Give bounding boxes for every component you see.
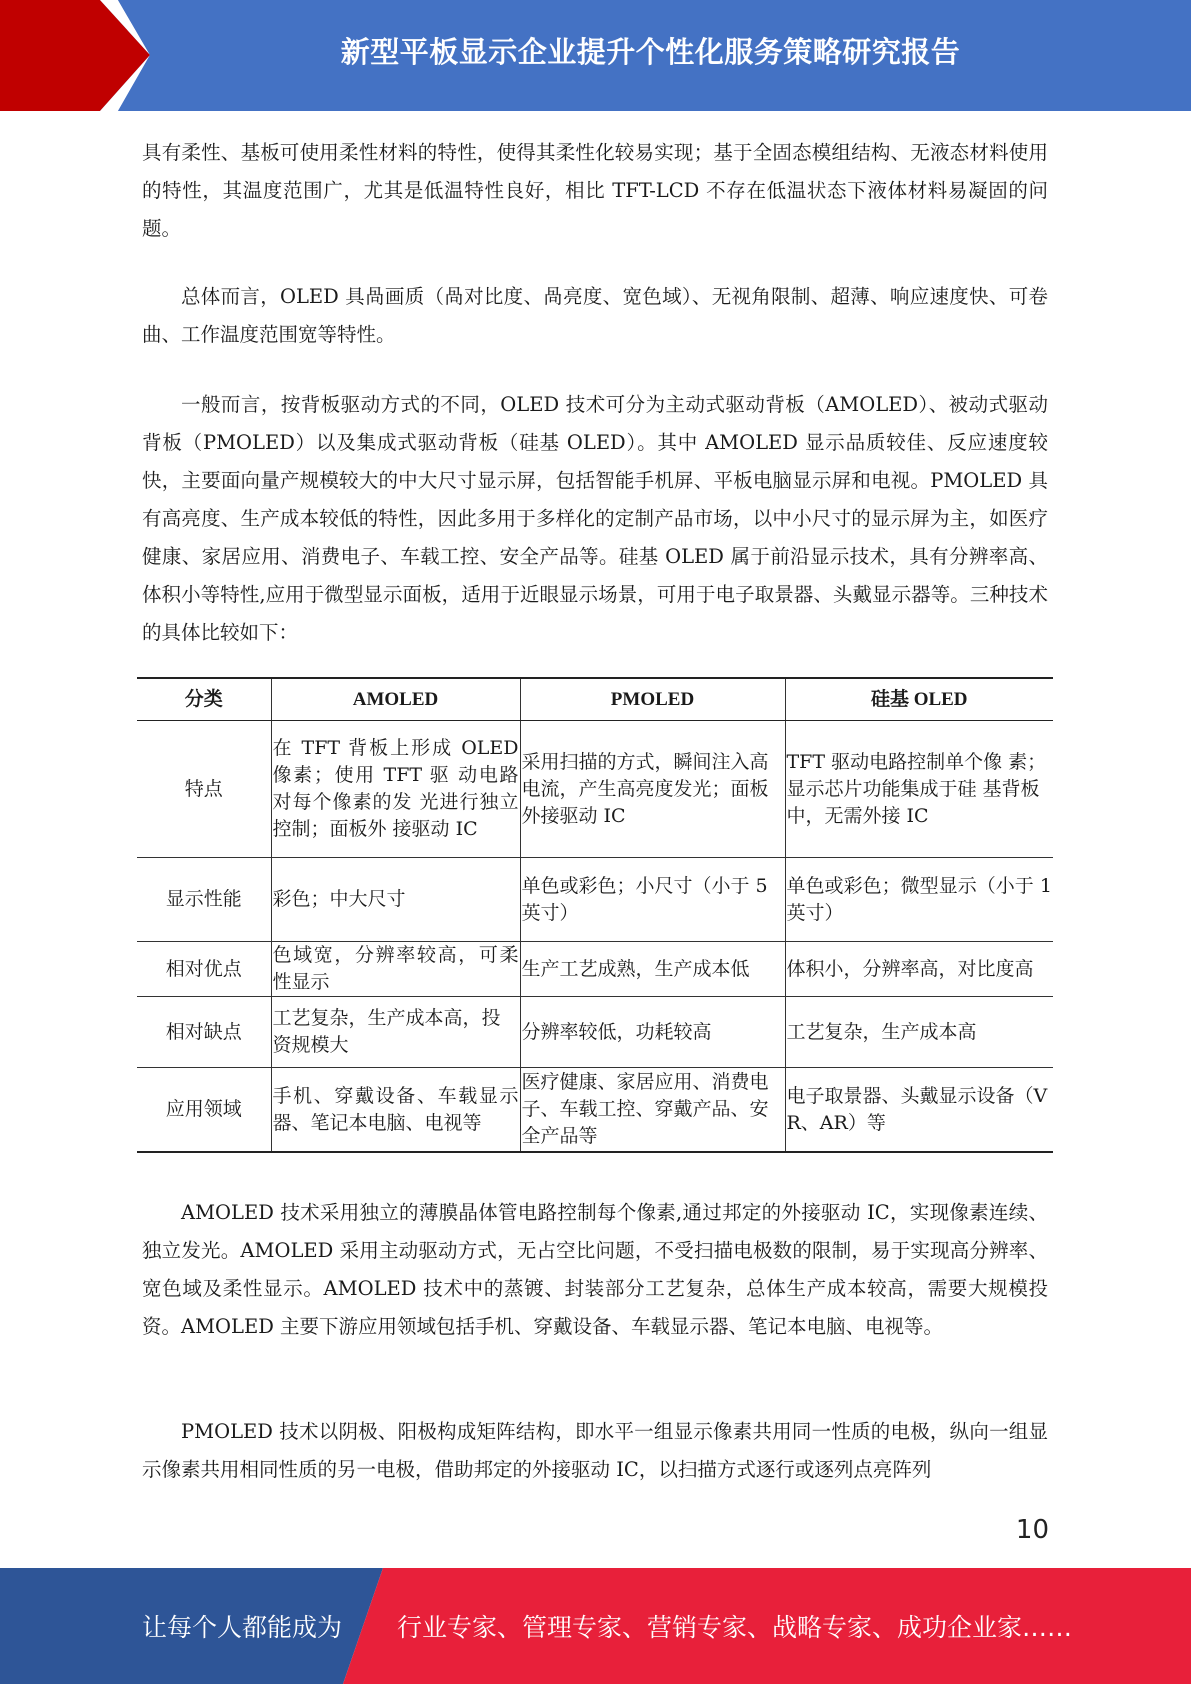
oled-comparison-table (137, 677, 1053, 1153)
body-paragraph: 一般而言，按背板驱动方式的不同，OLED 技术可分为主动式驱动背板（AMOLED）、被动式驱动背板（PMOLED）以及集成式驱动背板（硅基 OLED）。其中 AMOLED 显示品质较佳、反应速度较快，主要面向量产规模较大的中大尺寸显示屏，包括智能手机屏、平板电脑显示屏和电视。PMOLED 具有高亮度、生产成本较低的特性，因此多用于多样化的定制产品市场，以中小尺寸的显示屏为主，如医疗健康、家居应用、消费电子、车载工控、安全产品等。硅基 OLED 属于前沿显示技术，具有分辨率高、体积小等特性,应用于微型显示面板，适用于近眼显示场景，可用于电子取景器、头戴显示器等。三种技术的具体比较如下： (142, 393, 1048, 644)
report-title: 新型平板显示企业提升个性化服务策略研究报告 (340, 34, 961, 69)
column-header: AMOLED (271, 678, 520, 721)
footer-slogan-left: 让每个人都能成为 (142, 1613, 343, 1642)
body-paragraph: 具有柔性、基板可使用柔性材料的特性，使得其柔性化较易实现；基于全固态模组结构、无液态材料使用的特性，其温度范围广，尤其是低温特性良好，相比 TFT-LCD 不存在低温状态下液体材料易凝固的问题。 (142, 141, 1048, 240)
table-cell: 单色或彩色；小尺寸（小于 5 英寸） (520, 858, 785, 942)
table-cell: 在 TFT 背板上形成 OLED 像素；使用 TFT 驱 动电路对每个像素的发 光进行独立控制；面板外 接驱动 IC (271, 721, 520, 858)
table-cell: 彩色；中大尺寸 (271, 858, 520, 942)
page-footer (0, 1568, 1191, 1684)
table-header-row (137, 678, 1053, 721)
table-cell: 电子取景器、头戴显示设备（VR、AR）等 (785, 1068, 1053, 1153)
column-header: 分类 (137, 678, 271, 721)
table-row (137, 721, 1053, 858)
table-row (137, 997, 1053, 1068)
table-cell: 单色或彩色；微型显示（小于 1 英寸） (785, 858, 1053, 942)
table-cell: 采用扫描的方式，瞬间注入高电流，产生高亮度发光；面板外接驱动 IC (520, 721, 785, 858)
column-header: 硅基 OLED (785, 678, 1053, 721)
table-cell: 色域宽，分辨率较高，可柔性显示 (271, 942, 520, 997)
table-cell: 体积小，分辨率高，对比度高 (785, 942, 1053, 997)
column-header: PMOLED (520, 678, 785, 721)
row-category: 特点 (137, 721, 271, 858)
table-cell: 手机、穿戴设备、车载显示器、笔记本电脑、电视等 (271, 1068, 520, 1153)
row-category: 相对优点 (137, 942, 271, 997)
row-category: 应用领域 (137, 1068, 271, 1153)
row-category: 显示性能 (137, 858, 271, 942)
body-paragraph: 总体而言，OLED 具咼画质（咼对比度、咼亮度、宽色域）、无视角限制、超薄、响应速度快、可卷曲、工作温度范围宽等特性。 (142, 285, 1048, 346)
table-row (137, 858, 1053, 942)
table-row (137, 1068, 1053, 1153)
row-category: 相对缺点 (137, 997, 271, 1068)
body-paragraph: PMOLED 技术以阴极、阳极构成矩阵结构，即水平一组显示像素共用同一性质的电极，纵向一组显示像素共用相同性质的另一电极，借助邦定的外接驱动 IC，以扫描方式逐行或逐列点亮阵列 (142, 1420, 1048, 1481)
table-cell: 工艺复杂，生产成本高，投资规模大 (271, 997, 520, 1068)
table-cell: 生产工艺成熟，生产成本低 (520, 942, 785, 997)
page-header (0, 0, 1191, 111)
table-cell: 分辨率较低，功耗较高 (520, 997, 785, 1068)
table-cell: 工艺复杂，生产成本高 (785, 997, 1053, 1068)
footer-slogan-right: 行业专家、管理专家、营销专家、战略专家、成功企业家…… (397, 1613, 1073, 1642)
table-cell: 医疗健康、家居应用、消费电子、车载工控、穿戴产品、安全产品等 (520, 1068, 785, 1153)
body-paragraph: AMOLED 技术采用独立的薄膜晶体管电路控制每个像素,通过邦定的外接驱动 IC，实现像素连续、独立发光。AMOLED 采用主动驱动方式，无占空比问题，不受扫描电极数的限制，易于实现高分辨率、宽色域及柔性显示。AMOLED 技术中的蒸镀、封装部分工艺复杂，总体生产成本较高，需要大规模投资。AMOLED 主要下游应用领域包括手机、穿戴设备、车载显示器、笔记本电脑、电视等。 (142, 1201, 1048, 1338)
table-cell: TFT 驱动电路控制单个像 素；显示芯片功能集成于硅 基背板中，无需外接 IC (785, 721, 1053, 858)
page-number: 10 (1015, 1515, 1049, 1545)
table-row (137, 942, 1053, 997)
